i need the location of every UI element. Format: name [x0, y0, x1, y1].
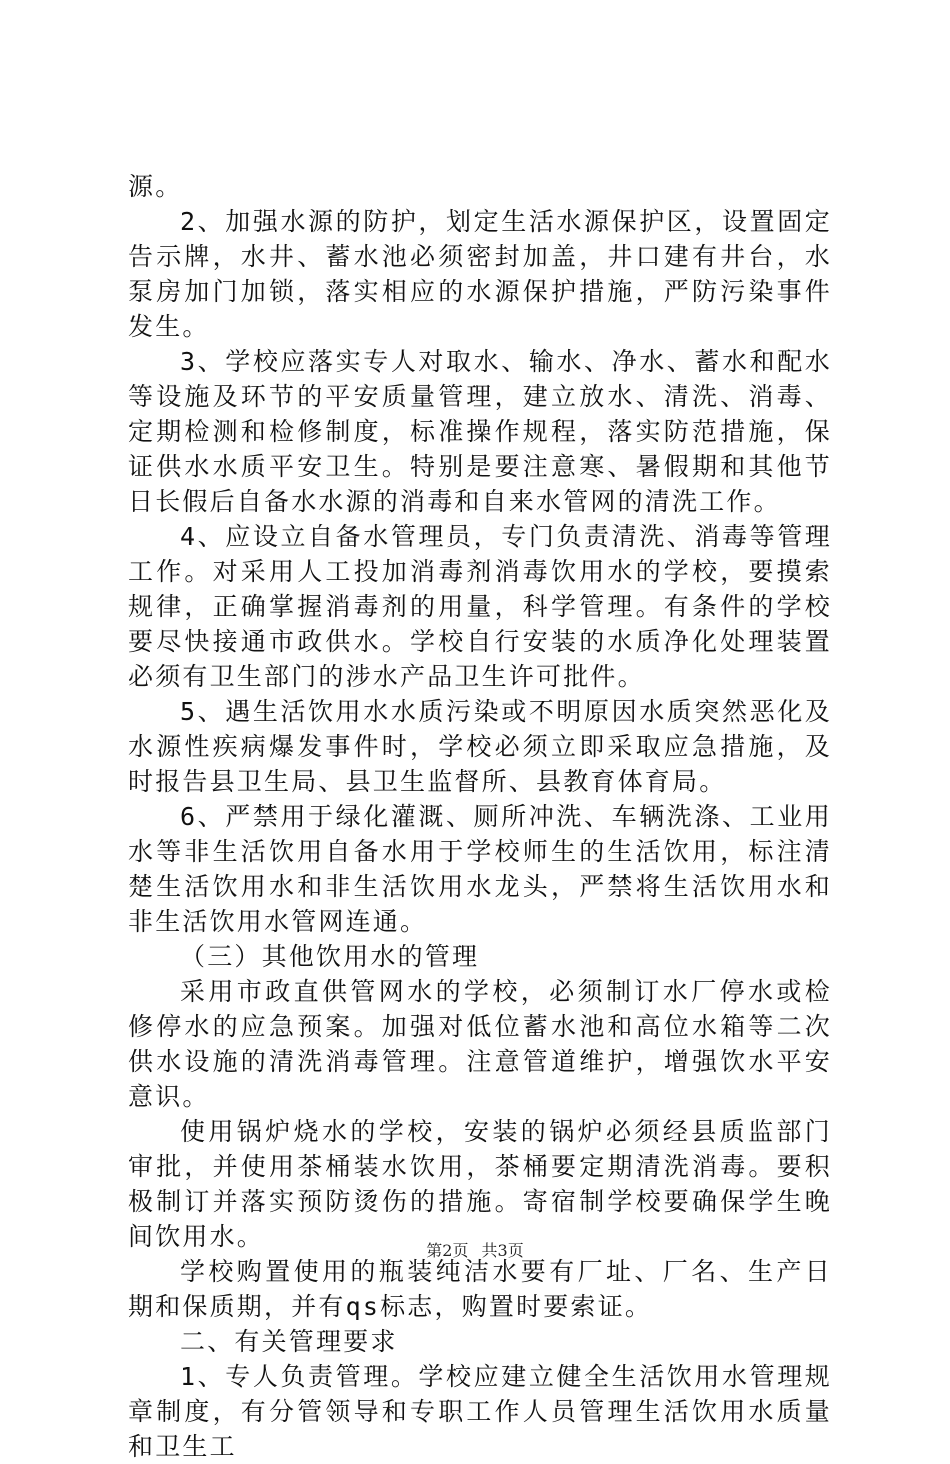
- paragraph-4: 4、应设立自备水管理员，专门负责清洗、消毒等管理工作。对采用人工投加消毒剂消毒饮用水的学校，要摸索规律，正确掌握消毒剂的用量，科学管理。有条件的学校要尽快接通市政供水。学校自行安装的水质净化处理装置必须有卫生部门的涉水产品卫生许可批件。: [128, 522, 832, 691]
- paragraph-10: 1、专人负责管理。学校应建立健全生活饮用水管理规章制度，有分管领导和专职工作人员管理生活饮用水质量和卫生工: [128, 1362, 832, 1461]
- paragraph-9: 学校购置使用的瓶装纯洁水要有厂址、厂名、生产日期和保质期，并有qs标志，购置时要索证。: [128, 1257, 832, 1321]
- paragraph-3: 3、学校应落实专人对取水、输水、净水、蓄水和配水等设施及环节的平安质量管理，建立放水、清洗、消毒、定期检测和检修制度，标准操作规程，落实防范措施，保证供水水质平安卫生。特别是要注意寒、暑假期和其他节日长假后自备水水源的消毒和自来水管网的清洗工作。: [128, 347, 832, 516]
- page-total: 共3页: [481, 1241, 524, 1260]
- paragraph-8: 使用锅炉烧水的学校，安装的锅炉必须经县质监部门审批，并使用茶桶装水饮用，茶桶要定期清洗消毒。要积极制订并落实预防烫伤的措施。寄宿制学校要确保学生晚间饮用水。: [128, 1117, 832, 1251]
- paragraph-2: 2、加强水源的防护，划定生活水源保护区，设置固定告示牌，水井、蓄水池必须密封加盖，井口建有井台，水泵房加门加锁，落实相应的水源保护措施，严防污染事件发生。: [128, 207, 832, 341]
- paragraph-6: 6、严禁用于绿化灌溉、厕所冲洗、车辆洗涤、工业用水等非生活饮用自备水用于学校师生的生活饮用，标注清楚生活饮用水和非生活饮用水龙头，严禁将生活饮用水和非生活饮用水管网连通。: [128, 802, 832, 936]
- section-heading-other-water: （三）其他饮用水的管理: [180, 942, 480, 971]
- paragraph-5: 5、遇生活饮用水水质污染或不明原因水质突然恶化及水源性疾病爆发事件时，学校必须立即采取应急措施，及时报告县卫生局、县卫生监督所、县教育体育局。: [128, 697, 832, 796]
- section-heading-requirements: 二、有关管理要求: [180, 1327, 398, 1356]
- page-footer: [0, 1240, 950, 1262]
- page-number: 第2页: [426, 1241, 469, 1260]
- paragraph-7: 采用市政直供管网水的学校，必须制订水厂停水或检修停水的应急预案。加强对低位蓄水池和高位水箱等二次供水设施的清洗消毒管理。注意管道维护，增强饮水平安意识。: [128, 977, 832, 1111]
- document-body: [128, 169, 832, 1464]
- paragraph-1: 源。: [128, 172, 183, 201]
